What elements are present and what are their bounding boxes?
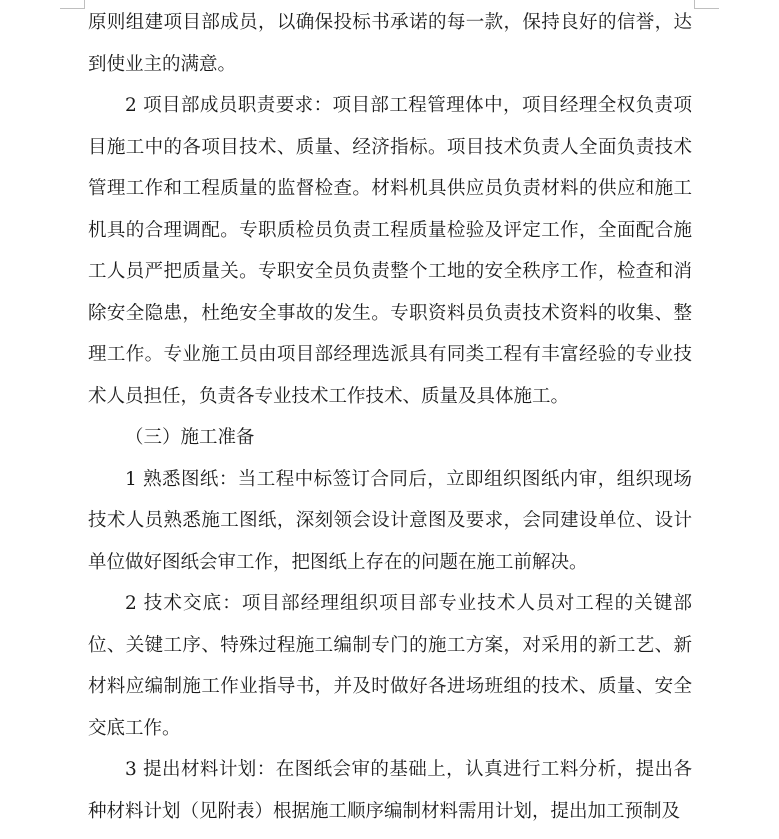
paragraph-member-duties: 2 项目部成员职责要求：项目部工程管理体中，项目经理全权负责项目施工中的各项目技术、质量、经济指标。项目技术负责人全面负责技术管理工作和工程质量的监督检查。材料机具供应员负责材料的供应和施工机具的合理调配。专职质检员负责工程质量检验及评定工作，全面配合施工人员严把质量关。专职安全员负责整个工地的安全秩序工作，检查和消除安全隐患，杜绝安全事故的发生。专职资料员负责技术资料的收集、整理工作。专业施工员由项目部经理选派具有同类工程有丰富经验的专业技术人员担任，负责各专业技术工作技术、质量及具体施工。: [88, 95, 692, 407]
paragraph-continuation: 原则组建项目部成员，以确保投标书承诺的每一款，保持良好的信誉，达到使业主的满意。: [88, 12, 692, 75]
paragraph-technical-disclosure: 2 技术交底：项目部经理组织项目部专业技术人员对工程的关键部位、关键工序、特殊过程施工编制专门的施工方案，对采用的新工艺、新材料应编制施工作业指导书，并及时做好各进场班组的技术、质量、安全交底工作。: [88, 593, 692, 739]
document-body: [88, 2, 692, 832]
section-heading-construction-preparation: （三）施工准备: [125, 427, 255, 448]
crop-mark-top-left: [60, 0, 85, 9]
crop-mark-top-right: [694, 0, 719, 9]
paragraph-material-plan: 3 提出材料计划：在图纸会审的基础上，认真进行工料分析，提出各种材料计划（见附表）根据施工顺序编制材料需用计划，提出加工预制及: [88, 759, 692, 822]
paragraph-familiarize-drawings: 1 熟悉图纸：当工程中标签订合同后，立即组织图纸内审，组织现场技术人员熟悉施工图纸，深刻领会设计意图及要求，会同建设单位、设计单位做好图纸会审工作，把图纸上存在的问题在施工前解决。: [88, 468, 692, 573]
